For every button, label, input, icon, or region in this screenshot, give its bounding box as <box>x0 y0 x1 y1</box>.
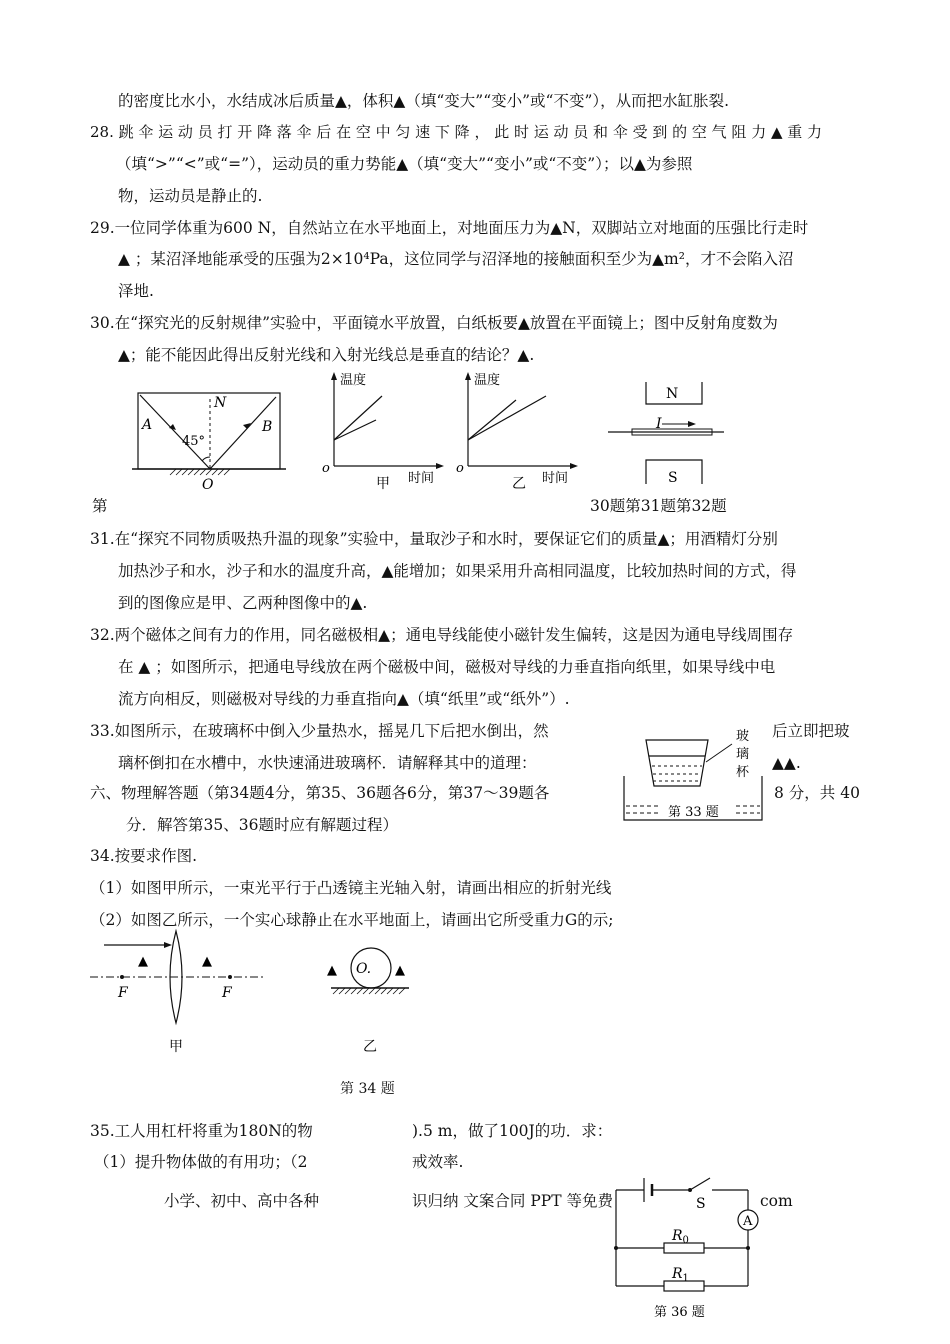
fig31b-name: 乙 <box>512 476 526 492</box>
fig36-r1-label: R <box>672 1266 683 1282</box>
line-q31-a: 31.在“探究不同物质吸热升温的现象”实验中，量取沙子和水时，要保证它们的质量▲；用酒精灯分别 <box>90 530 778 548</box>
fig34b-marker-1: ▲ <box>327 963 337 978</box>
line-q30-a: 30.在“探究光的反射规律”实验中，平面镜水平放置，白纸板要▲放置在平面镜上；图中反射角度数为 <box>90 314 778 332</box>
fig34-caption: 第 34 题 <box>340 1081 395 1097</box>
fig34a-focus-right: F <box>222 985 232 1001</box>
line-q27-cont: 的密度比水小，水结成冰后质量▲，体积▲（填“变大”“变小”或“不变”），从而把水缸胀裂. <box>118 92 730 110</box>
fig32-current: I <box>656 416 662 432</box>
fig30-label-B: B <box>262 419 273 435</box>
fig31a-origin: o <box>322 461 330 476</box>
fig31a-ylabel: 温度 <box>340 373 367 388</box>
fig31b-ylabel: 温度 <box>474 373 501 388</box>
footer-ad-com: com <box>760 1192 793 1210</box>
fig30-reflection-diagram <box>130 385 290 495</box>
fig30-label-A: A <box>142 417 153 433</box>
line-q32-b: 在 ▲ ；如图所示，把通电导线放在两个磁极中间，磁极对导线的力垂直指向纸里，如果导线中电 <box>118 658 776 676</box>
line-q31-c: 到的图像应是甲、乙两种图像中的▲. <box>118 594 368 612</box>
line-q29-b: ▲ ；某沼泽地能承受的压强为2×10⁴Pa，这位同学与沼泽地的接触面积至少为▲m²，才不会陷入沼 <box>118 250 794 268</box>
line-q28-b: （填“>”“<”或“=”），运动员的重力势能▲（填“变大”“变小”或“不变”）；以▲为参照 <box>116 155 693 173</box>
fig31a-xlabel: 时间 <box>408 471 435 486</box>
footer-ad-right: 识归纳 文案合同 PPT 等免费 <box>412 1192 613 1210</box>
line-q35-a: 35.工人用杠杆将重为180N的物 <box>90 1122 313 1140</box>
line-q29-c: 泽地. <box>118 282 154 300</box>
line-q32-c: 流方向相反，则磁极对导线的力垂直指向▲（填“纸里”或“纸外”）. <box>118 690 570 708</box>
svg-text:R1 <box>671 1266 689 1284</box>
fig-caption-30-31-32: 30题第31题第32题 <box>590 497 727 515</box>
line-q33-b2: ▲▲. <box>772 754 801 772</box>
fig36-r1-sub: 1 <box>682 1273 689 1284</box>
fig31b-xlabel: 时间 <box>542 471 569 486</box>
line-q33-a2: 后立即把玻 <box>772 722 850 740</box>
fig34a-marker-1: ▲ <box>138 954 148 969</box>
fig34-lens-diagram <box>90 925 280 1055</box>
fig33-caption: 第 33 题 <box>668 805 719 820</box>
fig34a-focus-left: F <box>118 985 128 1001</box>
line-q32-a: 32.两个磁体之间有力的作用，同名磁极相▲；通电导线能使小磁针发生偏转，这是因为通电导线周围存 <box>90 626 794 644</box>
fig33-glass-diagram <box>618 726 768 826</box>
line-q35-a2: ).5 m，做了100J的功．求： <box>412 1122 613 1140</box>
fig34a-name: 甲 <box>169 1039 183 1055</box>
fig32-magnet-diagram <box>600 378 740 488</box>
fig36-r0-label: R <box>672 1228 683 1244</box>
line-section6-a: 六、物理解答题（第34题4分，第35、36题各6分，第37～39题各 <box>90 784 550 802</box>
fig30-label-N: N <box>214 395 227 411</box>
fig32-south: S <box>668 470 678 486</box>
fig33-label-3: 杯 <box>736 765 750 780</box>
fig31b-origin: o <box>456 461 464 476</box>
fig36-r0-sub: 0 <box>682 1235 689 1246</box>
line-q33-a: 33.如图所示，在玻璃杯中倒入少量热水，摇晃几下后把水倒出，然 <box>90 722 549 740</box>
line-q31-b: 加热沙子和水，沙子和水的温度升高，▲能增加；如果采用升高相同温度，比较加热时间的方式，得 <box>118 562 797 580</box>
fig31-graph-jia <box>320 370 450 490</box>
line-q34: 34.按要求作图. <box>90 847 198 865</box>
line-q28-c: 物，运动员是静止的. <box>118 187 263 205</box>
fig-caption-prefix: 第 <box>92 497 108 515</box>
footer-ad-left: 小学、初中、高中各种 <box>164 1192 320 1210</box>
fig33-label-1: 玻 <box>736 729 750 744</box>
fig34b-center: O. <box>356 961 372 977</box>
fig34b-name: 乙 <box>363 1039 377 1055</box>
fig34a-marker-2: ▲ <box>202 954 212 969</box>
line-q35-b: （1）提升物体做的有用功；（2 <box>94 1153 308 1171</box>
line-q28-a: 28. 跳 伞 运 动 员 打 开 降 落 伞 后 在 空 中 匀 速 下 降 ， 此 时 运 动 员 和 伞 受 到 的 空 气 阻 力 ▲ 重 力 <box>90 123 823 141</box>
line-q34-1: （1）如图甲所示，一束光平行于凸透镜主光轴入射，请画出相应的折射光线 <box>90 879 612 897</box>
fig31-graph-yi <box>454 370 584 490</box>
line-q34-2: （2）如图乙所示，一个实心球静止在水平地面上，请画出它所受重力G的示; <box>90 911 614 929</box>
fig36-switch-label: S <box>696 1196 706 1212</box>
fig33-label-2: 璃 <box>736 747 750 762</box>
line-q35-b2: 戒效率. <box>412 1153 464 1171</box>
line-q33-b: 璃杯倒扣在水槽中，水快速涌进玻璃杯．请解释其中的道理： <box>118 754 537 772</box>
svg-text:R0 <box>671 1228 689 1246</box>
fig30-label-O: O <box>202 477 214 493</box>
line-q29-a: 29.一位同学体重为600 N，自然站立在水平地面上，对地面压力为▲N，双脚站立对地面的压强比行走时 <box>90 219 809 237</box>
fig30-angle: 45° <box>182 434 206 449</box>
fig34b-marker-2: ▲ <box>395 963 405 978</box>
fig36-circuit-diagram <box>606 1172 776 1327</box>
fig36-caption: 第 36 题 <box>654 1305 705 1320</box>
line-section6-b: 分．解答第35、36题时应有解题过程） <box>126 816 398 834</box>
line-q30-b: ▲；能不能因此得出反射光线和入射光线总是垂直的结论？▲. <box>118 346 535 364</box>
fig34-ball-diagram <box>325 940 425 1055</box>
line-section6-a2: 8 分，共 40 <box>774 784 860 802</box>
fig31a-name: 甲 <box>376 476 390 492</box>
fig36-ammeter-label: A <box>743 1214 753 1229</box>
fig32-north: N <box>666 386 679 402</box>
